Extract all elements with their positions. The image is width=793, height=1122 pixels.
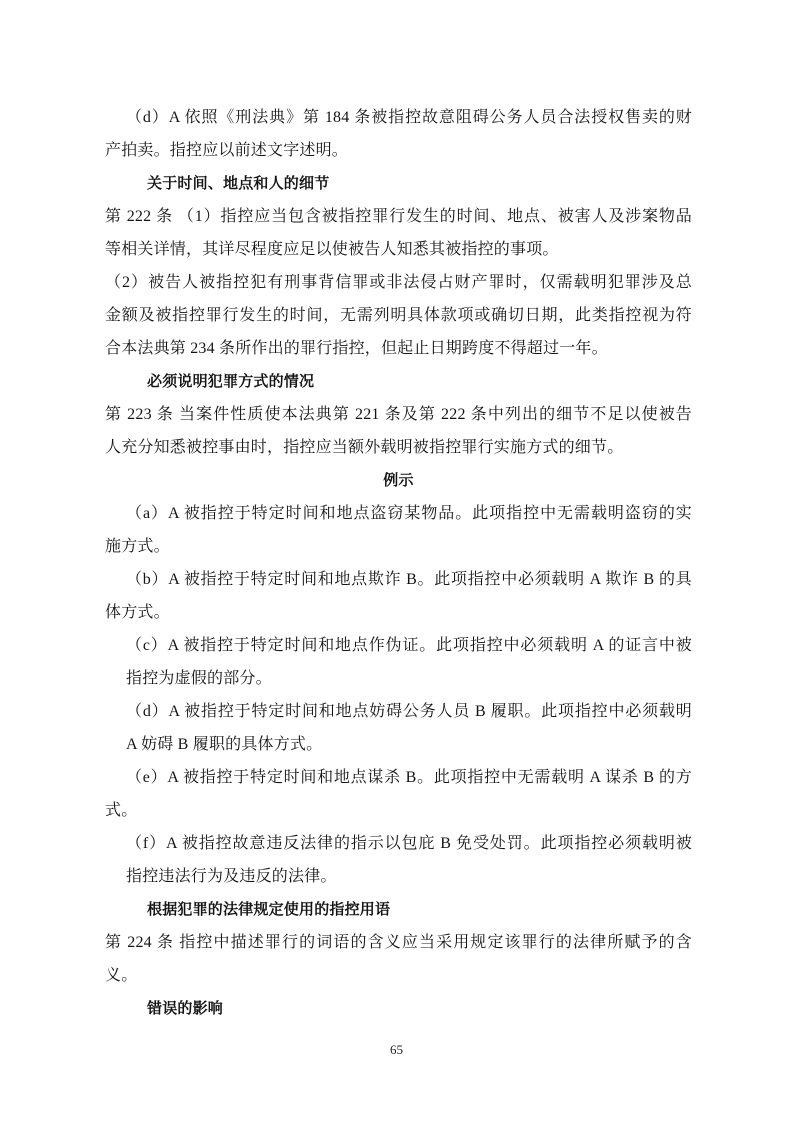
page-number: 65 (390, 1042, 403, 1057)
example-e-line: （e）A 被指控于特定时间和地点谋杀 B。此项指控中无需载明 A 谋杀 B 的方 (126, 769, 692, 786)
document-page-body (105, 101, 692, 1025)
example-c-line: 指控为虚假的部分。 (126, 670, 272, 687)
paragraph-line: 合本法典第 234 条所作出的罪行指控，但起止日期跨度不得超过一年。 (105, 340, 608, 357)
example-f-line: （f）A 被指控故意违反法律的指示以包庇 B 免受处罚。此项指控必须载明被 (126, 835, 692, 852)
paragraph-line: 人充分知悉被控事由时，指控应当额外载明被指控罪行实施方式的细节。 (105, 439, 624, 456)
heading-charge-wording-per-law: 根据犯罪的法律规定使用的指控用语 (147, 901, 391, 918)
example-e-line: 式。 (105, 802, 138, 819)
article-223-line: 第 223 条 当案件性质使本法典第 221 条及第 222 条中列出的细节不足以使被告 (105, 406, 692, 423)
example-a-line: （a）A 被指控于特定时间和地点盗窃某物品。此项指控中无需载明盗窃的实 (126, 505, 692, 522)
article-222-line: 第 222 条 （1）指控应当包含被指控罪行发生的时间、地点、被害人及涉案物品 (105, 208, 692, 225)
example-c-line: （c）A 被指控于特定时间和地点作伪证。此项指控中必须载明 A 的证言中被 (126, 637, 692, 654)
paragraph-line: （2）被告人被指控犯有刑事背信罪或非法侵占财产罪时，仅需载明犯罪涉及总 (105, 274, 692, 291)
paragraph-line: 金额及被指控罪行发生的时间，无需列明具体款项或确切日期，此类指控视为符 (105, 307, 692, 324)
example-d-line: （d）A 被指控于特定时间和地点妨碍公务人员 B 履职。此项指控中必须载明 (126, 703, 692, 720)
paragraph-line: 等相关详情，其详尽程度应足以使被告人知悉其被指控的事项。 (105, 241, 559, 258)
heading-effect-of-errors: 错误的影响 (147, 1000, 224, 1017)
example-d-line: A 妨碍 B 履职的具体方式。 (126, 736, 323, 753)
paragraph-line: 义。 (105, 967, 138, 984)
example-a-line: 施方式。 (105, 538, 170, 555)
heading-when-manner-must-be-stated: 必须说明犯罪方式的情况 (147, 373, 315, 390)
heading-examples: 例示 (383, 472, 414, 489)
paragraph-line: 产拍卖。指控应以前述文字述明。 (105, 142, 349, 159)
paragraph-line: （d）A 依照《刑法典》第 184 条被指控故意阻碍公务人员合法授权售卖的财 (126, 109, 692, 126)
article-224-line: 第 224 条 指控中描述罪行的词语的含义应当采用规定该罪行的法律所赋予的含 (105, 934, 692, 951)
example-b-line: （b）A 被指控于特定时间和地点欺诈 B。此项指控中必须载明 A 欺诈 B 的具 (126, 571, 692, 588)
example-b-line: 体方式。 (105, 604, 170, 621)
example-f-line: 指控违法行为及违反的法律。 (126, 868, 337, 885)
heading-details-of-time-place-person: 关于时间、地点和人的细节 (147, 175, 330, 192)
